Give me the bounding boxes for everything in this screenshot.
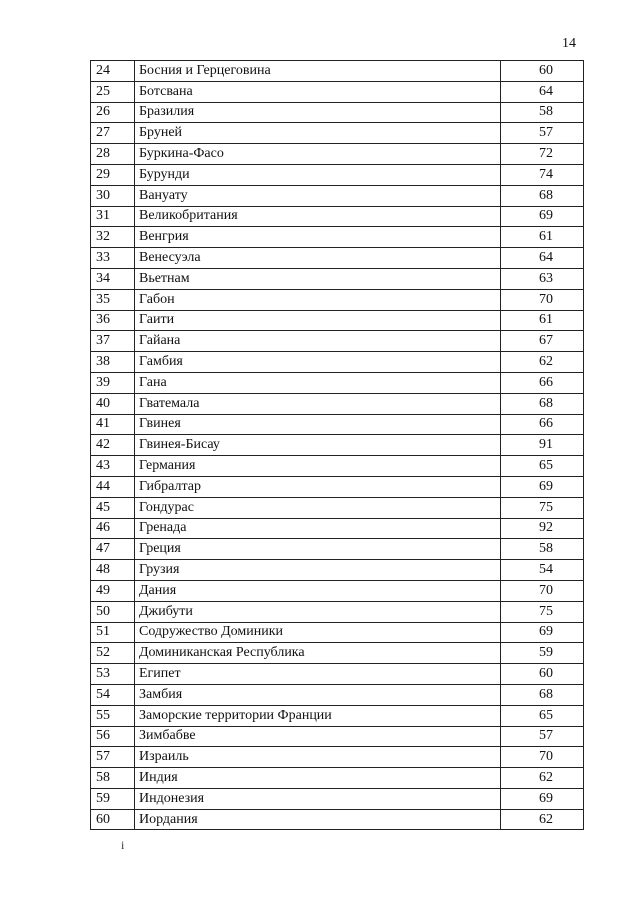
row-number-cell: 32 [91,227,135,248]
table-row [91,164,584,185]
value-cell: 58 [501,102,584,123]
country-name-cell: Габон [135,289,501,310]
row-number-cell: 44 [91,476,135,497]
page-number: 14 [562,36,576,51]
row-number-cell: 53 [91,664,135,685]
table-row [91,664,584,685]
value-cell: 61 [501,227,584,248]
country-name-cell: Гондурас [135,497,501,518]
country-name-cell: Дания [135,580,501,601]
value-cell: 72 [501,144,584,165]
row-number-cell: 48 [91,560,135,581]
country-name-cell: Босния и Герцеговина [135,61,501,82]
row-number-cell: 49 [91,580,135,601]
row-number-cell: 41 [91,414,135,435]
table-row [91,580,584,601]
country-name-cell: Замбия [135,684,501,705]
value-cell: 57 [501,726,584,747]
country-name-cell: Вьетнам [135,268,501,289]
country-name-cell: Грузия [135,560,501,581]
value-cell: 75 [501,601,584,622]
country-name-cell: Вануату [135,185,501,206]
value-cell: 92 [501,518,584,539]
table-row [91,372,584,393]
country-name-cell: Бразилия [135,102,501,123]
row-number-cell: 30 [91,185,135,206]
value-cell: 65 [501,705,584,726]
table-row [91,768,584,789]
value-cell: 70 [501,289,584,310]
country-name-cell: Бурунди [135,164,501,185]
value-cell: 68 [501,393,584,414]
country-name-cell: Гватемала [135,393,501,414]
row-number-cell: 52 [91,643,135,664]
table-row [91,622,584,643]
row-number-cell: 36 [91,310,135,331]
country-name-cell: Ботсвана [135,81,501,102]
row-number-cell: 43 [91,456,135,477]
country-name-cell: Иордания [135,809,501,830]
value-cell: 64 [501,81,584,102]
row-number-cell: 33 [91,248,135,269]
country-name-cell: Египет [135,664,501,685]
table-row [91,123,584,144]
value-cell: 68 [501,185,584,206]
value-cell: 69 [501,788,584,809]
value-cell: 66 [501,414,584,435]
country-name-cell: Гибралтар [135,476,501,497]
country-name-cell: Гана [135,372,501,393]
value-cell: 67 [501,331,584,352]
country-name-cell: Зимбабве [135,726,501,747]
value-cell: 62 [501,768,584,789]
table-body [91,61,584,830]
table-row [91,352,584,373]
value-cell: 70 [501,580,584,601]
value-cell: 68 [501,684,584,705]
country-name-cell: Джибути [135,601,501,622]
table-row [91,310,584,331]
table-row [91,705,584,726]
row-number-cell: 57 [91,747,135,768]
table-row [91,601,584,622]
row-number-cell: 25 [91,81,135,102]
value-cell: 69 [501,206,584,227]
row-number-cell: 28 [91,144,135,165]
table-row [91,643,584,664]
row-number-cell: 29 [91,164,135,185]
value-cell: 64 [501,248,584,269]
table-row [91,518,584,539]
row-number-cell: 58 [91,768,135,789]
row-number-cell: 37 [91,331,135,352]
row-number-cell: 59 [91,788,135,809]
row-number-cell: 56 [91,726,135,747]
value-cell: 62 [501,352,584,373]
row-number-cell: 54 [91,684,135,705]
row-number-cell: 39 [91,372,135,393]
value-cell: 61 [501,310,584,331]
value-cell: 59 [501,643,584,664]
value-cell: 60 [501,664,584,685]
row-number-cell: 35 [91,289,135,310]
value-cell: 65 [501,456,584,477]
country-name-cell: Доминиканская Республика [135,643,501,664]
table-row [91,289,584,310]
row-number-cell: 27 [91,123,135,144]
table-row [91,331,584,352]
row-number-cell: 24 [91,61,135,82]
country-name-cell: Гаити [135,310,501,331]
table-row [91,393,584,414]
value-cell: 63 [501,268,584,289]
value-cell: 58 [501,539,584,560]
row-number-cell: 46 [91,518,135,539]
table-row [91,185,584,206]
row-number-cell: 26 [91,102,135,123]
row-number-cell: 51 [91,622,135,643]
value-cell: 70 [501,747,584,768]
row-number-cell: 38 [91,352,135,373]
country-name-cell: Индонезия [135,788,501,809]
row-number-cell: 50 [91,601,135,622]
country-name-cell: Гайана [135,331,501,352]
country-name-cell: Содружество Доминики [135,622,501,643]
value-cell: 91 [501,435,584,456]
country-name-cell: Гвинея-Бисау [135,435,501,456]
table-row [91,497,584,518]
country-name-cell: Индия [135,768,501,789]
table-row [91,560,584,581]
row-number-cell: 45 [91,497,135,518]
country-name-cell: Венгрия [135,227,501,248]
table-row [91,61,584,82]
table-row [91,206,584,227]
table-row [91,81,584,102]
table-row [91,248,584,269]
table-row [91,102,584,123]
value-cell: 62 [501,809,584,830]
table-row [91,747,584,768]
value-cell: 66 [501,372,584,393]
table-row [91,227,584,248]
row-number-cell: 34 [91,268,135,289]
country-name-cell: Гамбия [135,352,501,373]
country-name-cell: Германия [135,456,501,477]
table-row [91,456,584,477]
table-row [91,539,584,560]
table-row [91,809,584,830]
country-name-cell: Греция [135,539,501,560]
row-number-cell: 31 [91,206,135,227]
value-cell: 57 [501,123,584,144]
table-row [91,476,584,497]
value-cell: 60 [501,61,584,82]
value-cell: 69 [501,476,584,497]
row-number-cell: 60 [91,809,135,830]
row-number-cell: 55 [91,705,135,726]
country-name-cell: Буркина-Фасо [135,144,501,165]
value-cell: 74 [501,164,584,185]
table-row [91,144,584,165]
row-number-cell: 40 [91,393,135,414]
table-row [91,684,584,705]
margin-mark: i [121,838,125,852]
value-cell: 75 [501,497,584,518]
country-name-cell: Израиль [135,747,501,768]
country-name-cell: Бруней [135,123,501,144]
country-name-cell: Гвинея [135,414,501,435]
row-number-cell: 47 [91,539,135,560]
table-row [91,268,584,289]
country-table [90,60,584,830]
value-cell: 69 [501,622,584,643]
table-row [91,788,584,809]
country-name-cell: Великобритания [135,206,501,227]
value-cell: 54 [501,560,584,581]
table-row [91,726,584,747]
country-name-cell: Гренада [135,518,501,539]
table-row [91,414,584,435]
row-number-cell: 42 [91,435,135,456]
table-row [91,435,584,456]
country-name-cell: Венесуэла [135,248,501,269]
country-name-cell: Заморские территории Франции [135,705,501,726]
